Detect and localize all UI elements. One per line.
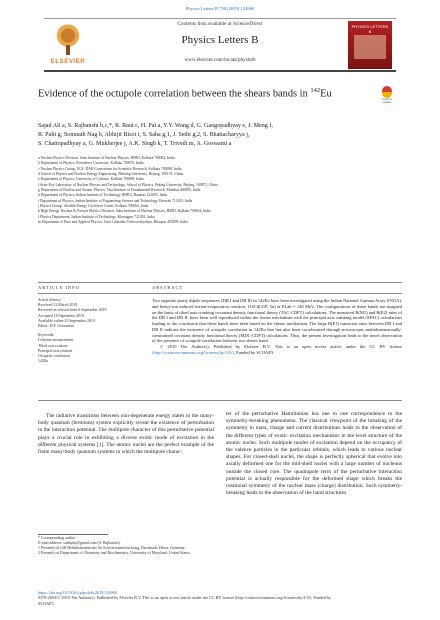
history-item: Received 21 March 2019 bbox=[38, 303, 78, 308]
history-label: Article history: bbox=[38, 298, 62, 302]
publisher-name: ELSEVIER bbox=[50, 59, 86, 65]
article-info-heading: ARTICLE INFO bbox=[38, 285, 80, 290]
abstract-license bbox=[152, 344, 402, 356]
author-list bbox=[38, 122, 398, 150]
funding-text: . Funded by SCOAP3. bbox=[233, 349, 275, 355]
footer-funding: SCOAP3. bbox=[38, 600, 55, 606]
history-item: Available online 23 September 2019 bbox=[38, 318, 95, 323]
journal-cover-image bbox=[348, 21, 392, 69]
affiliation-list bbox=[38, 156, 398, 225]
keyword: Tilted axis rotation bbox=[38, 343, 68, 348]
history-item: Accepted 18 September 2019 bbox=[38, 313, 84, 318]
affiliation: g Department of Nuclear and Atomic Physics, Tata Institute of Fundamental Research, Mumbai 400005, India bbox=[38, 188, 201, 193]
journal-title: Physics Letters B bbox=[181, 34, 259, 46]
author-line[interactable]: R. Palit g, Somnath Nag h, Abhijit Bisoi i, S. Saha g,1, J. Sethi g,2, S. Bhattacharyya j, bbox=[38, 132, 250, 139]
cover-title: PHYSICS LETTERS B bbox=[351, 24, 389, 34]
footnote-email[interactable]: E-mail address: subhphy@gmail.com (S. Rajbanshi). bbox=[38, 541, 121, 546]
license-text: © 2019 The Author(s). Published by Elsevier B.V. This is an open access article under the CC BY license bbox=[160, 344, 402, 349]
doi-link[interactable]: https://doi.org/10.1016/j.physletb.2019.134960 bbox=[38, 590, 117, 595]
keyword: 142Eu bbox=[38, 359, 49, 364]
affiliation: a Nuclear Physics Division, Saha Institute of Nuclear Physics, HBNI, Kolkata 700064, India bbox=[38, 156, 175, 160]
contents-line bbox=[100, 21, 340, 27]
affiliation: j Physics Group, Variable Energy Cyclotron Center, Kolkata 700064, India bbox=[38, 204, 149, 209]
abstract bbox=[152, 298, 402, 356]
abstract-text: Two opposite parity dipole sequences (DB I and DB II) in 142Eu have been investigated using the Indian National Gamma Array (INGA), and heavy-ion induced fusion-evaporation reaction, 116Cd(31P, 5n) at ELab = 148 MeV. The configurations of these bands are assigned on the basis of tilted axis cranking covariant density functional theory (TAC-CDFT) calculations. The measured B(M1) and B(E2) rates of the DB I and DB II, have been well reproduced within the shears mechanism with the principal axis cranking model (SPAC) calculations leading to the conclusion that these bands have been based on the shears mechanism. The large B(E1) transition rates between DB I and DB II indicate the existence of octupole correlation in 142Eu that has also been corroborated through microscopic multidimensionally-constrained covariant density functional theory (MDC-CDFT) calculations. Thus, the present investigation leads to the novel observation of the presence of octupole correlation between two shears band. bbox=[152, 298, 402, 344]
affiliation: f State Key Laboratory of Nuclear Physics and Technology, School of Physics, Peking University, Beijing, 100871, China bbox=[38, 182, 218, 187]
footnote: * Corresponding author. bbox=[38, 536, 76, 540]
section-divider bbox=[38, 293, 402, 294]
title-element: Eu bbox=[320, 88, 332, 100]
footnote: 1 Presently at GSI Helmholtzzentrum für Schwerionenforschung, Darmstadt, Hesse, Germany. bbox=[38, 546, 186, 551]
affiliation: e Department of Physics, University of Calcutta, Kolkata 700009, India bbox=[38, 177, 144, 182]
affiliation: m Department of Pure and Applied Physics, Guru Ghasidas Vishwavidyalaya, Bilaspur 495009, India bbox=[38, 220, 188, 225]
history-item: Editor: D.F. Geesaman bbox=[38, 324, 74, 329]
license-link[interactable]: (http://creativecommons.org/licenses/by/4.0/) bbox=[152, 349, 234, 355]
abstract-heading: ABSTRACT bbox=[152, 285, 184, 290]
affiliation: l Physics Department, Indian Institute of Technology, Kharagpur 721302, India bbox=[38, 214, 155, 219]
keyword: Octupole correlation bbox=[38, 354, 71, 359]
section-divider bbox=[38, 282, 402, 283]
cover-artwork bbox=[354, 35, 386, 59]
affiliation: c Nuclear Physics Group, UGC-DAE-Consortium for Scientific Research, Kolkata 700098, India bbox=[38, 166, 182, 171]
title-text: Evidence of the octupole correlation between the shears bands in bbox=[38, 88, 308, 100]
footnotes bbox=[38, 536, 214, 556]
tree-trunk bbox=[66, 45, 70, 55]
keyword: Lifetime measurement bbox=[38, 338, 74, 343]
affiliation: i Department of Physics, Indian Institute of Engineering Science and Technology, Howrah 711103, India bbox=[38, 198, 193, 203]
affiliation: h Department of Physics, Indian Institute of Technology (BHU), Banaras 221005, India bbox=[38, 193, 168, 198]
footnote: 2 Presently at Department of Chemistry and Biochemistry, University of Maryland, United States. bbox=[38, 551, 191, 556]
elsevier-logo bbox=[46, 21, 90, 69]
paper-title bbox=[38, 84, 358, 100]
footnote-divider bbox=[38, 534, 108, 535]
footer-license: 0370-2693/© 2019 The Author(s). Published by Elsevier B.V. This is an open access article under the CC BY license (http://creativecommons.org/licenses/by/4.0/). Funded by bbox=[38, 595, 332, 601]
history-item: Received in revised form 6 September 2019 bbox=[38, 308, 107, 313]
keyword: Principal axis rotation bbox=[38, 348, 73, 353]
keywords-label: Keywords: bbox=[38, 333, 55, 338]
body-column-left: The radiative transitions between non-degenerate energy states in the many-body quantum (fermions) system explicitly reveal the existence of perturbation in the interaction potential. The multipole character of this perturbative potential plays a crucial role in exhibiting a diverse exotic mode of excitation in the different physical systems [1]. The atomic nuclei are the perfect example of the finite many-body quantum systems in which the multipole charac- bbox=[38, 413, 214, 456]
page-footer bbox=[38, 590, 402, 606]
journal-reference[interactable]: Physics Letters B 798 (2019) 134960 bbox=[185, 6, 255, 11]
crossmark-label: Check for updates bbox=[381, 98, 393, 104]
author-line[interactable]: Sajad Ali a, S. Rajbanshi b,c,*, R. Raut c, H. Pai a, Y.Y. Wang d, G. Gangopadhyay e, J. Meng f, bbox=[38, 123, 273, 129]
affiliation: k High Energy Nuclear & Particle Physics Division, Saha Institute of Nuclear Physics, HBNI, Kolkata 700064, India bbox=[38, 209, 211, 214]
author-line[interactable]: S. Chattopadhyay a, G. Mukherjee j, A.K. Singh k, T. Trivedi m, A. Goswami a bbox=[38, 141, 232, 148]
section-divider bbox=[38, 400, 402, 401]
journal-homepage-link[interactable]: www.elsevier.com/locate/physletb bbox=[184, 57, 256, 63]
affiliation: d School of Physics and Nuclear Energy Engineering, Beihang University, Beijing, 100191, China bbox=[38, 172, 184, 177]
article-info bbox=[38, 298, 138, 364]
affiliation: b Department of Physics, Presidency University, Kolkata 700073, India bbox=[38, 161, 144, 166]
contents-text: Contents lists available at ScienceDirect bbox=[177, 21, 263, 27]
body-column-right: ter of the perturbative Hamiltonian has one to one correspondence to the symmetry-breaking phenomena. The classical viewpoint of the breaking of the symmetry in mass, charge and current distributions leads to the observation of the different types of exotic excitation mechanisms in the level structure of the atomic nuclei. Such multipole modes of excitation depend on the occupancy of the valence particles in the particular orbitals, which leads to various nuclear shapes. For closed-shell nuclei, the shape is perfectly spherical that evolve into axially deformed one for the mid-shell nuclei with a large number of nucleons outside the closed core. The quadrupole term of the perturbative interaction potential is actually responsible for the deformed shape which breaks the rotational symmetry of the nuclear mass (charge) distribution. Such symmetry-breaking leads to the observation of the band structures bbox=[226, 411, 402, 497]
title-mass-number: 142 bbox=[310, 87, 321, 94]
crossmark-button[interactable] bbox=[380, 86, 394, 102]
